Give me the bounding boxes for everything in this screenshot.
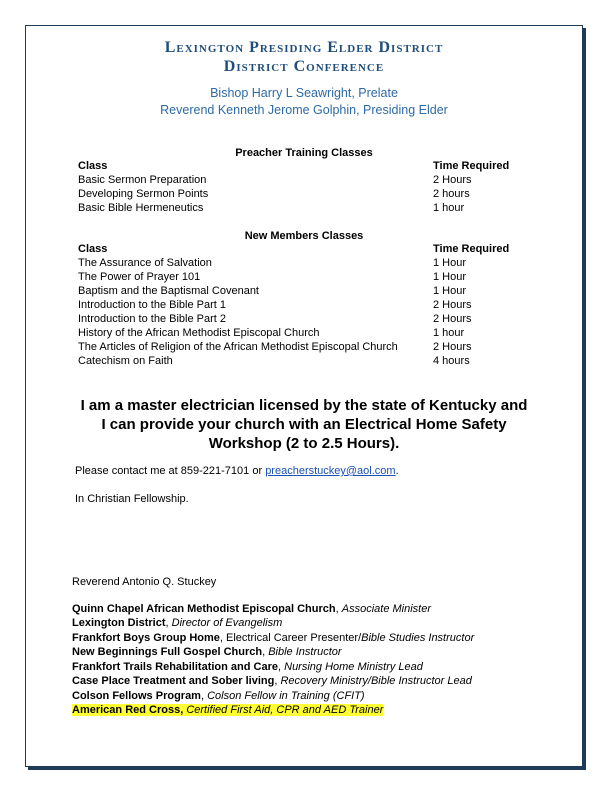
credential-separator: , Electrical Career Presenter/ xyxy=(219,632,362,644)
class-time: 1 Hour xyxy=(433,285,467,297)
credential-role: Associate Minister xyxy=(341,603,432,615)
contact-line xyxy=(75,464,399,478)
promo-line-2: I can provide your church with an Electrical Home Safety xyxy=(101,416,507,433)
table-row xyxy=(78,299,558,313)
class-time: 1 hour xyxy=(433,327,465,339)
table-row xyxy=(78,257,558,271)
signature-name: Reverend Antonio Q. Stuckey xyxy=(72,576,217,588)
credential-org: Colson Fellows Program xyxy=(72,690,201,702)
class-name: The Assurance of Salvation xyxy=(78,257,212,269)
credential-separator: , xyxy=(200,690,208,702)
promo-line-1: I am a master electrician licensed by the state of Kentucky and xyxy=(80,397,528,414)
class-name: The Power of Prayer 101 xyxy=(78,271,201,283)
highlight-marker xyxy=(72,704,383,716)
class-name: Catechism on Faith xyxy=(78,355,173,367)
col-time-label: Time Required xyxy=(433,160,510,172)
table-row xyxy=(78,313,558,327)
class-name: Basic Bible Hermeneutics xyxy=(78,202,204,214)
class-time: 1 Hour xyxy=(433,271,467,283)
credential-line xyxy=(72,631,474,645)
table-row xyxy=(78,285,558,299)
credential-line-highlighted xyxy=(72,703,383,717)
credential-role: Recovery Ministry/Bible Instructor Lead xyxy=(280,675,472,687)
credential-line xyxy=(72,660,423,674)
credential-org: New Beginnings Full Gospel Church xyxy=(72,646,263,658)
new-members-header xyxy=(78,243,558,257)
class-name: History of the African Methodist Episcopal Church xyxy=(78,327,320,339)
table-row xyxy=(78,188,558,202)
preacher-training-title: Preacher Training Classes xyxy=(235,147,373,159)
class-time: 2 hours xyxy=(433,188,470,200)
credential-separator: , xyxy=(165,617,172,629)
title-line-1: Lexington Presiding Elder District xyxy=(164,39,444,56)
col-class-label: Class xyxy=(78,160,108,172)
title-line-2: District Conference xyxy=(223,58,385,75)
class-name: Introduction to the Bible Part 2 xyxy=(78,313,226,325)
bishop-line: Bishop Harry L Seawright, Prelate xyxy=(210,86,398,100)
class-name: Developing Sermon Points xyxy=(78,188,209,200)
closing-line: In Christian Fellowship. xyxy=(75,493,189,505)
class-time: 2 Hours xyxy=(433,174,472,186)
table-row xyxy=(78,174,558,188)
credential-separator: , xyxy=(274,675,281,687)
class-time: 2 Hours xyxy=(433,313,472,325)
credential-org: Quinn Chapel African Methodist Episcopal Church xyxy=(72,603,336,615)
class-time: 2 Hours xyxy=(433,341,472,353)
promo-line-3: Workshop (2 to 2.5 Hours). xyxy=(208,435,400,452)
preacher-training-header xyxy=(78,160,558,174)
contact-prefix: Please contact me at 859-221-7101 or xyxy=(75,465,266,477)
table-row xyxy=(78,327,558,341)
credential-line xyxy=(72,689,365,703)
credential-org: Case Place Treatment and Sober living xyxy=(72,675,275,687)
contact-suffix: . xyxy=(395,465,399,477)
class-time: 4 hours xyxy=(433,355,470,367)
col-class-label: Class xyxy=(78,243,108,255)
class-time: 1 Hour xyxy=(433,257,467,269)
credential-line xyxy=(72,602,431,616)
table-row xyxy=(78,355,558,369)
table-row xyxy=(78,202,558,216)
class-time: 2 Hours xyxy=(433,299,472,311)
table-row xyxy=(78,341,558,355)
document-frame xyxy=(25,25,583,767)
col-time-label: Time Required xyxy=(433,243,510,255)
credential-line xyxy=(72,616,282,630)
credential-org: American Red Cross, xyxy=(72,704,184,716)
table-row xyxy=(78,271,558,285)
credential-separator: , xyxy=(335,603,342,615)
class-name: The Articles of Religion of the African Methodist Episcopal Church xyxy=(78,341,398,353)
credential-line xyxy=(72,674,472,688)
class-name: Baptism and the Baptismal Covenant xyxy=(78,285,259,297)
presiding-elder-line: Reverend Kenneth Jerome Golphin, Presiding Elder xyxy=(160,103,448,117)
credential-separator: , xyxy=(262,646,269,658)
class-name: Introduction to the Bible Part 1 xyxy=(78,299,226,311)
credential-role: Bible Studies Instructor xyxy=(361,632,475,644)
credential-role: Bible Instructor xyxy=(268,646,342,658)
credential-role: Nursing Home Ministry Lead xyxy=(284,661,423,673)
class-name: Basic Sermon Preparation xyxy=(78,174,207,186)
credential-role: Director of Evangelism xyxy=(171,617,283,629)
credential-line xyxy=(72,645,342,659)
email-link[interactable]: preacherstuckey@aol.com xyxy=(265,465,396,477)
credential-role: Certified First Aid, CPR and AED Trainer xyxy=(186,704,384,716)
class-time: 1 hour xyxy=(433,202,465,214)
new-members-title: New Members Classes xyxy=(244,230,364,242)
credential-org: Frankfort Boys Group Home xyxy=(72,632,220,644)
credential-org: Frankfort Trails Rehabilitation and Care xyxy=(72,661,278,673)
credential-org: Lexington District xyxy=(72,617,166,629)
credential-separator: , xyxy=(278,661,285,673)
credential-role: Colson Fellow in Training (CFIT) xyxy=(207,690,365,702)
